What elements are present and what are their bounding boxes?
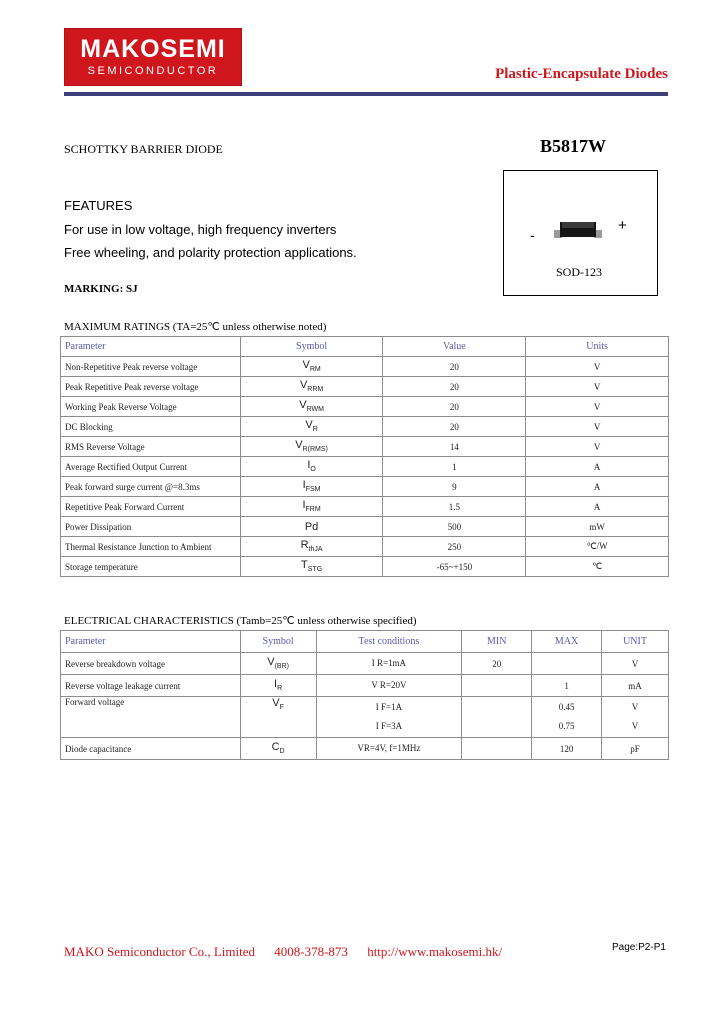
unit-cell: V	[602, 653, 669, 675]
max-ratings-table	[60, 336, 669, 577]
symbol-base: V	[299, 399, 307, 412]
symbol-subscript: R(RMS)	[302, 446, 328, 454]
footer-contact	[64, 944, 518, 960]
symbol-cell	[240, 397, 383, 417]
symbol-cell	[240, 437, 383, 457]
unit-cell	[602, 697, 669, 738]
unit-cell: V	[526, 437, 669, 457]
document-type: SCHOTTKY BARRIER DIODE	[64, 142, 223, 156]
parameter-cell: Peak Repetitive Peak reverse voltage	[61, 377, 241, 397]
symbol-cell	[240, 377, 383, 397]
condition-cell	[316, 697, 462, 738]
column-header: MAX	[532, 631, 602, 653]
symbol-cell	[240, 357, 383, 377]
symbol-base: I	[307, 459, 311, 472]
feature-item: Free wheeling, and polarity protection applications.	[64, 245, 357, 260]
condition-line: VR=4V, f=1MHz	[357, 743, 421, 753]
symbol-subscript: D	[279, 748, 285, 756]
parameter-cell: Working Peak Reverse Voltage	[61, 397, 241, 417]
unit-cell: V	[526, 357, 669, 377]
min-cell: 20	[462, 653, 532, 675]
symbol-subscript: thJA	[308, 546, 323, 554]
symbol-subscript: RWM	[306, 406, 324, 414]
symbol-subscript: STG	[307, 566, 323, 574]
symbol-base: V	[267, 656, 275, 669]
value-cell: 250	[383, 537, 526, 557]
symbol-cell	[240, 417, 383, 437]
symbol-base: I	[302, 479, 306, 492]
min-cell	[462, 738, 532, 760]
unit-cell: V	[526, 377, 669, 397]
unit-cell: mA	[602, 675, 669, 697]
footer-company: MAKO Semiconductor Co., Limited	[64, 944, 256, 959]
symbol-cell	[240, 517, 383, 537]
unit-cell: mW	[526, 517, 669, 537]
table-row	[61, 653, 669, 675]
max-cell	[532, 697, 602, 738]
symbol-cell	[240, 537, 383, 557]
parameter-cell: RMS Reverse Voltage	[61, 437, 241, 457]
table-row	[61, 357, 669, 377]
symbol-cell	[240, 557, 383, 577]
parameter-cell: Reverse voltage leakage current	[61, 675, 241, 697]
symbol-subscript: FSM	[305, 486, 321, 494]
unit-cell: A	[526, 477, 669, 497]
header-title: Plastic-Encapsulate Diodes	[495, 66, 668, 82]
column-header: Test conditions	[316, 631, 462, 653]
feature-item: For use in low voltage, high frequency inverters	[64, 222, 337, 237]
max-line: 0.45	[558, 702, 575, 712]
value-cell: 9	[383, 477, 526, 497]
column-header: MIN	[462, 631, 532, 653]
anode-plus-label: +	[618, 217, 627, 234]
table-row	[61, 675, 669, 697]
max-cell: 120	[532, 738, 602, 760]
symbol-base: V	[295, 439, 303, 452]
table-row	[61, 417, 669, 437]
unit-cell: V	[526, 417, 669, 437]
parameter-cell: Diode capacitance	[61, 738, 241, 760]
symbol-cell	[240, 477, 383, 497]
table-header-row	[61, 337, 669, 357]
parameter-cell: DC Blocking	[61, 417, 241, 437]
min-cell	[462, 697, 532, 738]
symbol-base: V	[302, 359, 310, 372]
max-line: 0.75	[558, 721, 575, 731]
parameter-cell: Storage temperature	[61, 557, 241, 577]
condition-line: V R=20V	[371, 680, 407, 690]
condition-cell	[316, 653, 462, 675]
parameter-cell: Peak forward surge current @=8.3ms	[61, 477, 241, 497]
symbol-subscript: F	[279, 704, 284, 712]
table-row	[61, 517, 669, 537]
table-header-row	[61, 631, 669, 653]
value-cell: 500	[383, 517, 526, 537]
symbol-base: I	[274, 678, 278, 691]
column-header: Units	[526, 337, 669, 357]
column-header: Parameter	[61, 631, 241, 653]
symbol-subscript: RRM	[307, 386, 324, 394]
symbol-base: R	[300, 539, 309, 552]
part-number: B5817W	[540, 136, 607, 156]
value-cell: -65~+150	[383, 557, 526, 577]
unit-cell: ℃	[526, 557, 669, 577]
table-row	[61, 537, 669, 557]
parameter-cell: Non-Repetitive Peak reverse voltage	[61, 357, 241, 377]
symbol-base: V	[305, 419, 313, 432]
package-name: SOD-123	[556, 265, 603, 279]
parameter-cell: Forward voltage	[61, 697, 241, 738]
value-cell: 14	[383, 437, 526, 457]
column-header: Value	[383, 337, 526, 357]
symbol-cell	[240, 697, 316, 738]
table-row	[61, 497, 669, 517]
symbol-subscript: R	[312, 426, 318, 434]
max-cell	[532, 653, 602, 675]
symbol-base: V	[272, 697, 280, 709]
symbol-cell	[240, 653, 316, 675]
symbol-subscript: RM	[309, 366, 321, 374]
symbol-base: Pd	[304, 520, 319, 533]
cathode-minus-label: -	[530, 227, 535, 243]
value-cell: 1.5	[383, 497, 526, 517]
symbol-base: C	[271, 741, 280, 754]
value-cell: 20	[383, 417, 526, 437]
table-row	[61, 397, 669, 417]
table-row	[61, 377, 669, 397]
header-rule	[64, 92, 668, 96]
condition-line: I R=1mA	[371, 658, 407, 668]
column-header: UNIT	[602, 631, 669, 653]
column-header: Symbol	[240, 631, 316, 653]
symbol-base: V	[299, 379, 308, 392]
condition-cell	[316, 738, 462, 760]
condition-line: I F=3A	[375, 721, 403, 731]
package-diagram	[503, 170, 658, 296]
symbol-cell	[240, 738, 316, 760]
parameter-cell: Reverse breakdown voltage	[61, 653, 241, 675]
table-row	[61, 557, 669, 577]
footer-url[interactable]: http://www.makosemi.hk/	[367, 944, 503, 959]
value-cell: 20	[383, 377, 526, 397]
symbol-base: T	[301, 559, 308, 572]
unit-cell: ℃/W	[526, 537, 669, 557]
footer-phone: 4008-378-873	[274, 944, 348, 959]
table-row	[61, 437, 669, 457]
column-header: Parameter	[61, 337, 241, 357]
value-cell: 1	[383, 457, 526, 477]
symbol-cell	[240, 497, 383, 517]
logo-sub-text: SEMICONDUCTOR	[87, 65, 219, 77]
table-row	[61, 738, 669, 760]
symbol-subscript: (BR)	[274, 663, 289, 671]
unit-cell: V	[526, 397, 669, 417]
symbol-subscript: O	[310, 466, 316, 474]
max-ratings-title: MAXIMUM RATINGS (TA=25℃ unless otherwise noted)	[64, 321, 327, 333]
parameter-cell: Repetitive Peak Forward Current	[61, 497, 241, 517]
marking-code: MARKING: SJ	[64, 283, 138, 295]
logo-main-text: MAKOSEMI	[80, 35, 226, 63]
symbol-subscript: FRM	[305, 506, 321, 514]
unit-cell: pF	[602, 738, 669, 760]
parameter-cell: Average Rectified Output Current	[61, 457, 241, 477]
features-title: FEATURES	[64, 198, 133, 213]
table-row	[61, 477, 669, 497]
table-row	[61, 697, 669, 738]
unit-line: V	[631, 721, 639, 731]
electrical-title: ELECTRICAL CHARACTERISTICS (Tamb=25℃ unless otherwise specified)	[64, 615, 417, 627]
parameter-cell: Thermal Resistance Junction to Ambient	[61, 537, 241, 557]
symbol-cell	[240, 457, 383, 477]
sod123-package-icon	[552, 215, 604, 243]
unit-cell: A	[526, 497, 669, 517]
parameter-cell: Power Dissipation	[61, 517, 241, 537]
electrical-table	[60, 630, 669, 760]
value-cell: 20	[383, 397, 526, 417]
condition-line: I F=1A	[375, 702, 403, 712]
max-cell: 1	[532, 675, 602, 697]
condition-cell	[316, 675, 462, 697]
company-logo	[64, 28, 242, 86]
table-row	[61, 457, 669, 477]
unit-line: V	[631, 702, 639, 712]
symbol-subscript: R	[277, 685, 283, 693]
symbol-base: I	[302, 499, 306, 512]
value-cell: 20	[383, 357, 526, 377]
page-number: Page:P2-P1	[612, 942, 666, 953]
symbol-cell	[240, 675, 316, 697]
column-header: Symbol	[240, 337, 383, 357]
unit-cell: A	[526, 457, 669, 477]
min-cell	[462, 675, 532, 697]
